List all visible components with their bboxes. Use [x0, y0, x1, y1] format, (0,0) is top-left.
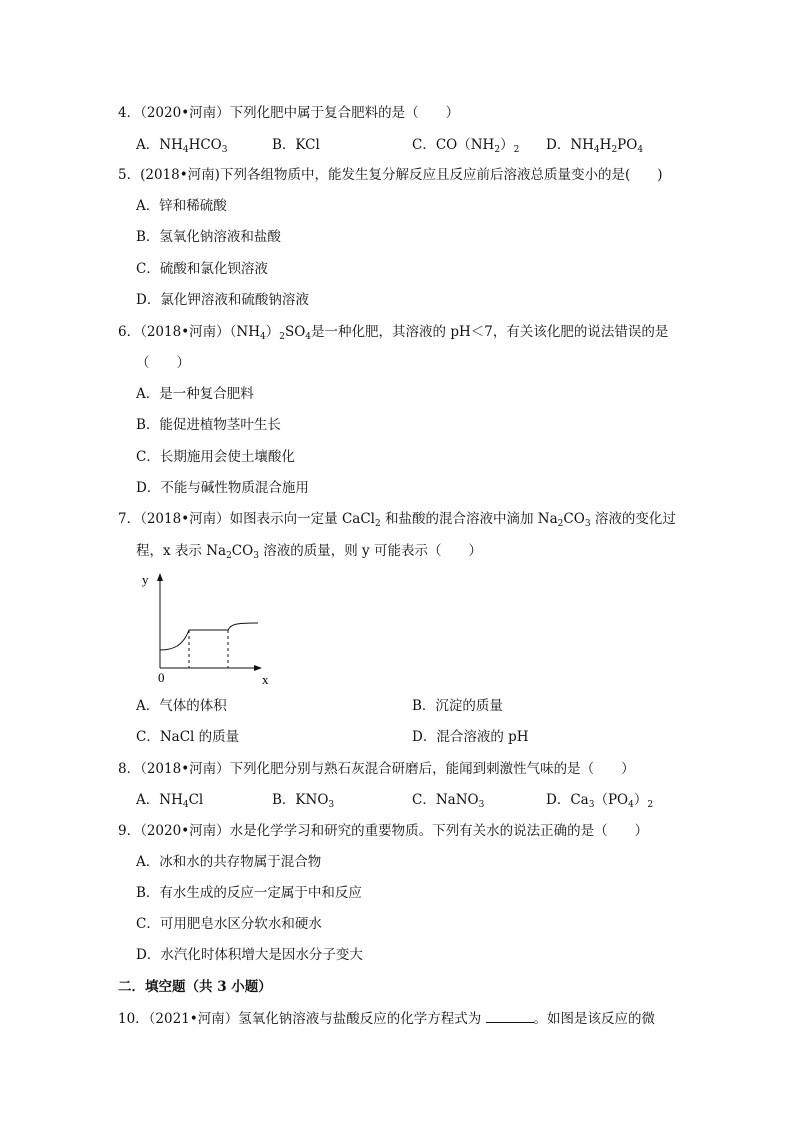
q7-stem: 7．（2018•河南）如图表示向一定量 CaCl$_2$ 和盐酸的混合溶液中滴加 $Na_2CO_3$ 溶液的变化过: [118, 511, 676, 529]
y-label: y: [142, 572, 149, 587]
q9-option-d[interactable]: D．水汽化时体积增大是因水分子变大: [136, 947, 363, 963]
q4-option-a[interactable]: A．$NH_4HCO_3$: [136, 137, 228, 155]
q7-option-c[interactable]: C．NaCl 的质量: [136, 729, 240, 745]
x-axis-arrow: [254, 665, 262, 671]
q10-stem-after: 。如图是该反应的微: [533, 1011, 656, 1027]
curve: [160, 623, 258, 650]
q10-answer-blank[interactable]: [486, 1010, 534, 1023]
q8-option-c[interactable]: C．NaNO$_3$: [412, 792, 485, 810]
q9-option-b[interactable]: B．有水生成的反应一定属于中和反应: [136, 885, 362, 901]
q6-option-a[interactable]: A．是一种复合肥料: [136, 386, 254, 402]
origin-label: 0: [158, 670, 165, 685]
q8-stem: 8．（2018•河南）下列化肥分别与熟石灰混合研磨后，能闻到刺激性气味的是（ ）: [118, 761, 635, 777]
q10-stem: [118, 1010, 655, 1028]
q4-option-c[interactable]: C．$CO(NH_2)_2$: [412, 137, 520, 155]
q9-stem: 9．（2020•河南）水是化学学习和研究的重要物质。下列有关水的说法正确的是（ ）: [118, 823, 649, 839]
q9-option-a[interactable]: A．冰和水的共存物属于混合物: [136, 854, 322, 870]
q8-option-a[interactable]: A．$NH_4Cl$: [136, 792, 204, 810]
q7-option-d[interactable]: D．混合溶液的 pH: [412, 729, 529, 745]
q7-stem-line2: 程，x 表示 $Na_2CO_3$ 溶液的质量，则 y 可能表示（ ）: [136, 543, 482, 561]
q8-option-b[interactable]: B．$KNO_3$: [272, 792, 335, 810]
q10-stem-before: 10．（2021•河南）氢氧化钠溶液与盐酸反应的化学方程式为: [118, 1011, 486, 1027]
q6-stem-continuation: （ ）: [136, 355, 190, 371]
q4-option-d[interactable]: D．$NH_4H_2PO_4$: [546, 137, 644, 155]
x-label: x: [262, 672, 269, 687]
q7-option-a[interactable]: A．气体的体积: [136, 698, 227, 714]
y-axis-arrow: [157, 573, 163, 581]
q6-stem: 6．（2018•河南）$(NH_4)_2SO_4$是一种化肥，其溶液的 pH＜7，有关该化肥的说法错误的是: [118, 324, 669, 342]
q7-graph: [138, 568, 288, 690]
q6-option-b[interactable]: B．能促进植物茎叶生长: [136, 417, 281, 433]
q4-option-b[interactable]: B．KCl: [272, 137, 320, 153]
section-heading: 二．填空题（共 3 小题）: [118, 979, 272, 995]
q5-option-c[interactable]: C．硫酸和氯化钡溶液: [136, 261, 268, 277]
q6-option-c[interactable]: C．长期施用会使土壤酸化: [136, 449, 295, 465]
q6-option-d[interactable]: D．不能与碱性物质混合施用: [136, 480, 309, 496]
q7-option-b[interactable]: B．沉淀的质量: [412, 698, 503, 714]
q5-option-a[interactable]: A．锌和稀硫酸: [136, 198, 227, 214]
q9-option-c[interactable]: C．可用肥皂水区分软水和硬水: [136, 916, 322, 932]
q4-stem: 4．（2020•河南）下列化肥中属于复合肥料的是（ ）: [118, 105, 460, 121]
q8-option-d[interactable]: D．$Ca_3(PO_4)_2$: [546, 792, 654, 810]
q5-option-b[interactable]: B．氢氧化钠溶液和盐酸: [136, 229, 281, 245]
q5-stem: 5．(2018•河南)下列各组物质中，能发生复分解反应且反应前后溶液总质量变小的是( ): [118, 167, 663, 183]
q5-option-d[interactable]: D．氯化钾溶液和硫酸钠溶液: [136, 292, 309, 308]
